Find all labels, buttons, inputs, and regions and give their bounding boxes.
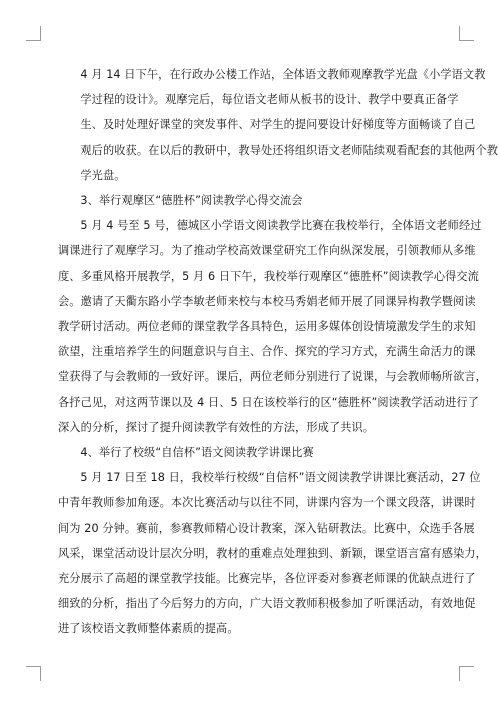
- text-line: 间为 20 分钟。赛前，参赛教师精心设计教案，深入钻研教法。比赛中，众选手各展: [58, 521, 475, 535]
- text-line: 5 月 17 日至 18 日，我校举行校级“自信杯”语文阅读教学讲课比赛活动，27 位: [80, 471, 481, 485]
- text-line: 各抒己见，对这两节课以及 4 日、5 日在该校举行的区“德胜杯”阅读教学活动进行了: [58, 395, 479, 409]
- text-line: 度、多重风格开展教学，5 月 6 日下午，我校举行观摩区“德胜杯”阅读教学心得交流: [58, 269, 479, 283]
- text-line: 调课进行了观摩学习。为了推动学校高效课堂研究工作向纵深发展，引领教师从多维: [58, 244, 476, 258]
- text-line: 细致的分析，指出了今后努力的方向，广大语文教师积极参加了听课活动，有效地促: [58, 597, 476, 611]
- text-line: 欲望，注重培养学生的问题意识与自主、合作、探究的学习方式，充满生命活力的课: [58, 345, 476, 359]
- section-heading-4: 4、举行了校级“自信杯”语文阅读教学讲课比赛: [80, 446, 314, 460]
- crop-mark-top-right: [459, 26, 474, 41]
- paragraph-3: [58, 465, 487, 641]
- text-line: 观后的收获。在以后的教研中，教导处还将组织语文老师陆续观看配套的其他两个教: [80, 143, 499, 157]
- crop-mark-top-left: [26, 26, 41, 41]
- text-line: 学光盘。: [80, 168, 126, 182]
- text-line: 教学研讨活动。两位老师的课堂教学各具特色，运用多媒体创设情境激发学生的求知: [58, 320, 476, 334]
- text-line: 深入的分析，探讨了提升阅读教学有效性的方法，形成了共识。: [58, 420, 375, 434]
- paragraph-2: [58, 213, 487, 440]
- text-line: 生、及时处理好课堂的突发事件、对学生的提问要设计好梯度等方面畅谈了自己: [80, 118, 476, 132]
- paragraph-1: [58, 62, 499, 188]
- text-line: 5 月 4 号至 5 号，德城区小学语文阅读教学比赛在我校举行，全体语文老师经过: [80, 219, 482, 233]
- document-body: [58, 62, 499, 642]
- text-line: 会。邀请了天衢东路小学李敏老师来校与本校马秀娟老师开展了同课异构教学暨阅读: [58, 294, 476, 308]
- text-line: 中青年教师参加角逐。本次比赛活动与以往不同，讲课内容为一个课文段落，讲课时: [58, 496, 476, 510]
- text-line: 学过程的设计》。观摩完后，每位语文老师从板书的设计、教学中要真正备学: [80, 93, 459, 107]
- section-heading-3: 3、举行观摩区“德胜杯”阅读教学心得交流会: [80, 194, 303, 208]
- text-line: 进了该校语文教师整体素质的提高。: [58, 622, 239, 636]
- text-line: 充分展示了高超的课堂教学技能。比赛完毕，各位评委对参赛老师课的优缺点进行了: [58, 572, 476, 586]
- text-line: 堂获得了与会教师的一致好评。课后，两位老师分别进行了说课，与会教师畅所欲言，: [58, 370, 487, 384]
- crop-mark-bottom-left: [26, 666, 41, 681]
- text-line: 风采，课堂活动设计层次分明，教材的重难点处理独到、新颖，课堂语言富有感染力，: [58, 546, 487, 560]
- text-line: 4 月 14 日下午，在行政办公楼工作站，全体语文教师观摩教学光盘《小学语文教: [80, 68, 486, 81]
- crop-mark-bottom-right: [459, 666, 474, 681]
